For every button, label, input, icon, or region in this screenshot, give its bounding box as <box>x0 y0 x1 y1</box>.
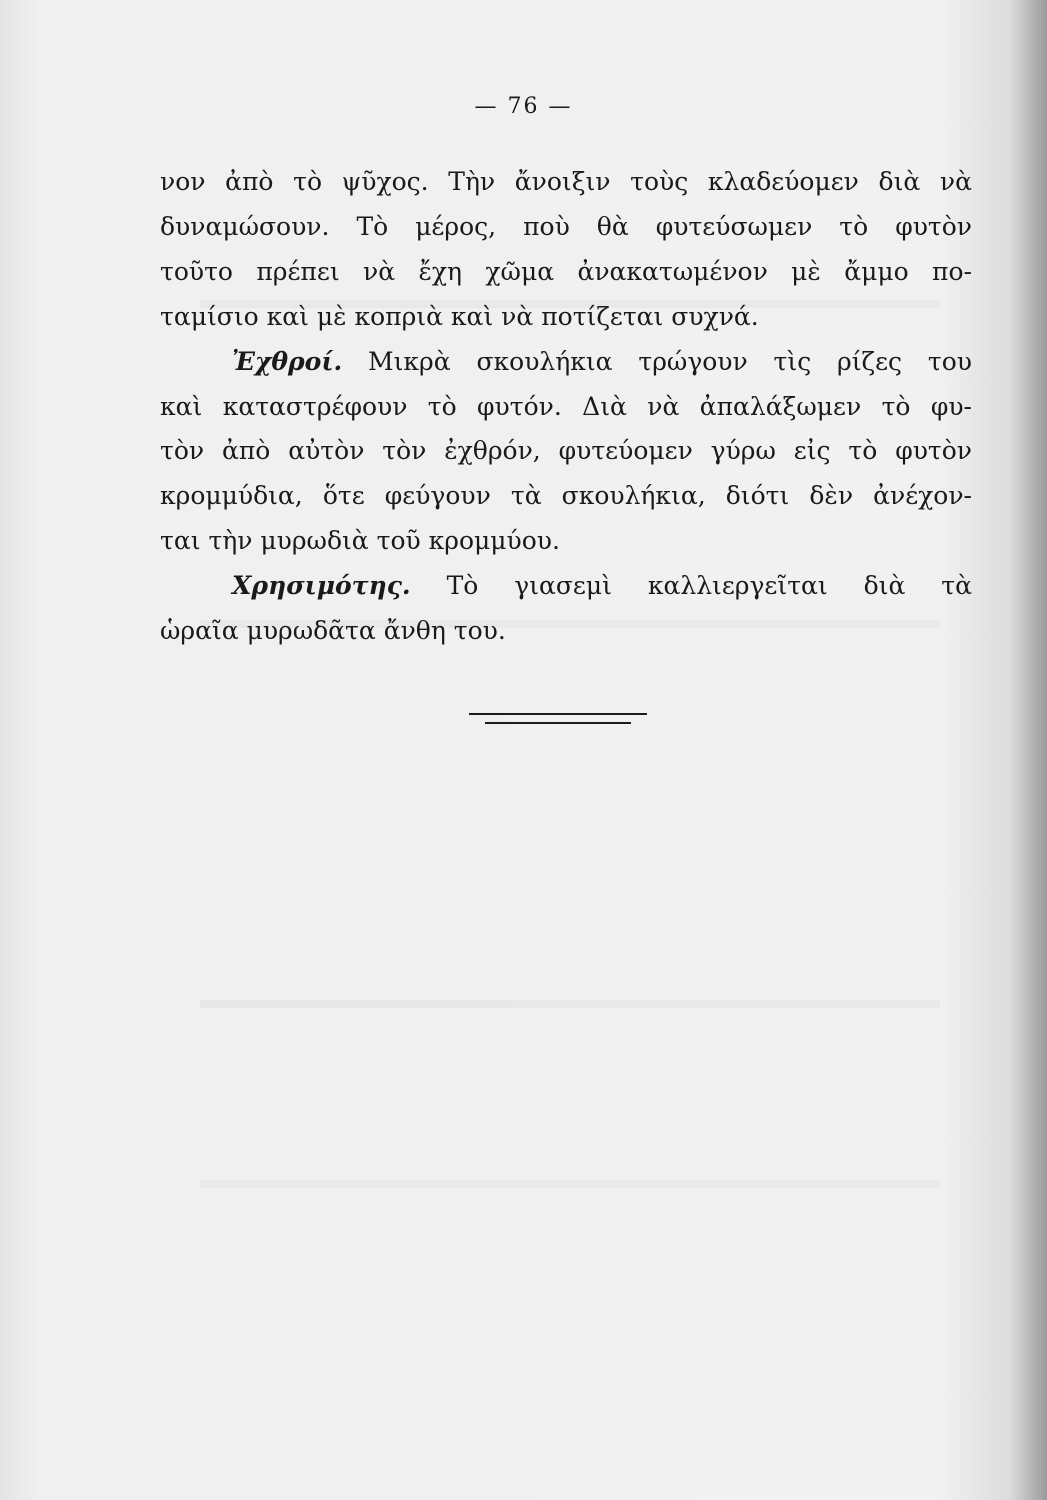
section-heading: Χρησιμότης. <box>232 571 411 601</box>
text-run: Τὸ γιασεμὶ καλλιεργεῖται διὰ τὰ <box>446 571 973 601</box>
text-line: δυναμώσουν. Τὸ μέρος, ποὺ θὰ φυτεύσωμεν τὸ φυτὸν <box>160 211 972 241</box>
text-line <box>160 340 972 385</box>
end-rule <box>469 713 647 715</box>
text-line: ὡραῖα μυρωδᾶτα ἄνθη του. <box>160 616 506 646</box>
text-line: κρομμύδια, ὅτε φεύγουν τὰ σκουλήκια, διότι δὲν ἀνέχον- <box>160 481 972 511</box>
text-line: ται τὴν μυρωδιὰ τοῦ κρομμύου. <box>160 526 560 556</box>
text-line <box>160 564 972 609</box>
text-line: καὶ καταστρέφουν τὸ φυτόν. Διὰ νὰ ἀπαλάξωμεν τὸ φυ- <box>160 391 972 421</box>
show-through <box>200 1180 940 1188</box>
text-line: τοῦτο πρέπει νὰ ἔχη χῶμα ἀνακατωμένον μὲ ἄμμο πο- <box>160 256 972 286</box>
section-heading: Ἐχθροί. <box>232 346 343 376</box>
text-line: ταμίσιο καὶ μὲ κοπριὰ καὶ νὰ ποτίζεται συχνά. <box>160 301 759 331</box>
page-number: — 76 — <box>474 94 573 119</box>
body-text <box>160 160 972 654</box>
end-rule <box>485 722 631 724</box>
text-run: Μικρὰ σκουλήκια τρώγουν τὶς ρίζες του <box>368 346 972 376</box>
text-line: τὸν ἀπὸ αὐτὸν τὸν ἐχθρόν, φυτεύομεν γύρω εἰς τὸ φυτὸν <box>160 436 972 466</box>
show-through <box>200 1000 940 1008</box>
text-line: νον ἀπὸ τὸ ψῦχος. Τὴν ἄνοιξιν τοὺς κλαδεύομεν διὰ νὰ <box>160 167 972 196</box>
